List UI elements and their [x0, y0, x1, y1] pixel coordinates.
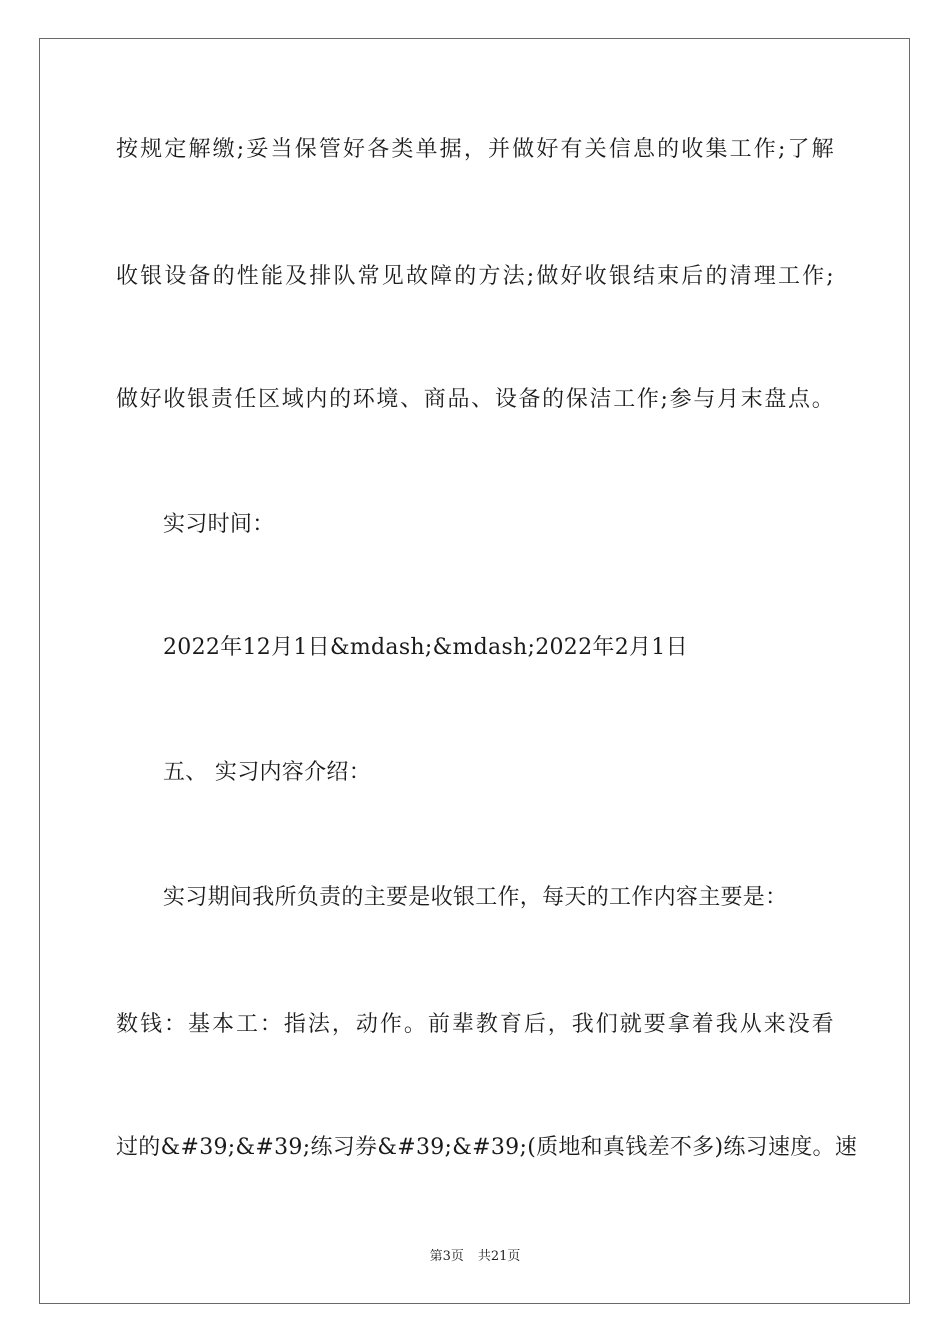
body-line-practice: 过的&#39;&#39;练习券&#39;&#39;(质地和真钱差不多)练习速度。速 — [116, 1135, 858, 1160]
body-line-intro: 实习期间我所负责的主要是收银工作，每天的工作内容主要是： — [163, 885, 788, 910]
internship-date-range: 2022年12月1日&mdash;&mdash;2022年2月1日 — [163, 635, 688, 660]
page-number-current: 第3页 — [429, 1249, 464, 1264]
page-border — [39, 38, 910, 1304]
body-line-1: 按规定解缴;妥当保管好各类单据，并做好有关信息的收集工作;了解 — [116, 137, 834, 162]
section-heading-internship-time: 实习时间： — [163, 512, 275, 537]
page-footer — [0, 1249, 950, 1265]
body-line-3: 做好收银责任区域内的环境、商品、设备的保洁工作;参与月末盘点。 — [116, 387, 834, 412]
body-line-counting: 数钱：基本工：指法，动作。前辈教育后，我们就要拿着我从来没看 — [116, 1012, 834, 1037]
page-number-total: 共21页 — [477, 1249, 521, 1264]
section-heading-internship-content: 五、 实习内容介绍： — [163, 760, 371, 785]
body-line-2: 收银设备的性能及排队常见故障的方法;做好收银结束后的清理工作; — [116, 264, 834, 289]
